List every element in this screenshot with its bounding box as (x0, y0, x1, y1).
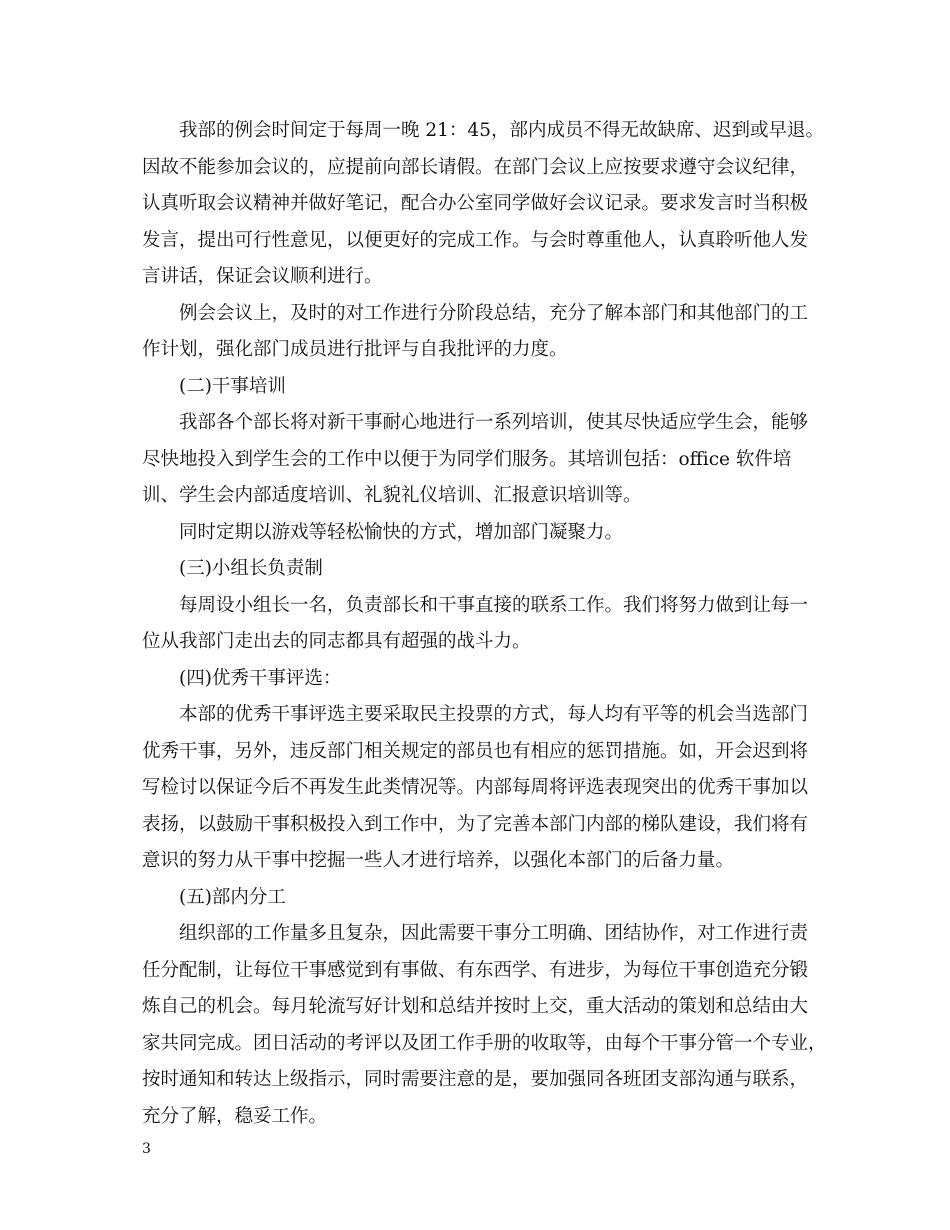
paragraph-line: 作计划，强化部门成员进行批评与自我批评的力度。 (142, 339, 568, 360)
paragraph (142, 697, 810, 880)
page-number: 3 (142, 1141, 151, 1157)
paragraph-line: 组织部的工作量多且复杂，因此需要干事分工明确、团结协作，对工作进行责 (179, 923, 809, 944)
paragraph-line: 写检讨以保证今后不再发生此类情况等。内部每周将评选表现突出的优秀干事加以 (142, 777, 809, 798)
paragraph-line: 位从我部门走出去的同志都具有超强的战斗力。 (142, 631, 531, 652)
paragraph-line: 意识的努力从干事中挖掘一些人才进行培养，以强化本部门的后备力量。 (142, 850, 735, 871)
paragraph-line: 表扬，以鼓励干事积极投入到工作中，为了完善本部门内部的梯队建设，我们将有 (142, 813, 809, 835)
document-body (142, 113, 827, 1135)
paragraph-line: 因故不能参加会议的，应提前向部长请假。在部门会议上应按要求遵守会议纪律， (142, 156, 809, 178)
paragraph-line: 任分配制，让每位干事感觉到有事做、有东西学、有进步，为每位干事创造充分锻 (142, 959, 809, 981)
paragraph-line: 我部的例会时间定于每周一晚 21：45，部内成员不得无故缺席、迟到或早退。 (179, 120, 824, 141)
paragraph-line: 炼自己的机会。每月轮流写好计划和总结并按时上交，重大活动的策划和总结由大 (142, 996, 809, 1017)
paragraph (142, 113, 824, 296)
paragraph-line: 家共同完成。团日活动的考评以及团工作手册的收取等，由每个干事分管一个专业， (142, 1032, 827, 1054)
section-heading: (四)优秀干事评选： (179, 667, 342, 689)
paragraph (142, 588, 810, 661)
paragraph-line: 认真听取会议精神并做好笔记，配合办公室同学做好会议记录。要求发言时当积极 (142, 193, 809, 214)
paragraph-line: 训、学生会内部适度培训、礼貌礼仪培训、汇报意识培训等。 (142, 485, 642, 506)
paragraph-line: 尽快地投入到学生会的工作中以便于为同学们服务。其培训包括：office 软件培 (142, 448, 792, 470)
paragraph-line: 言讲话，保证会议顺利进行。 (142, 266, 383, 287)
section-heading: (三)小组长负责制 (179, 558, 323, 579)
paragraph-line: 本部的优秀干事评选主要采取民主投票的方式，每人均有平等的机会当选部门 (179, 704, 809, 725)
paragraph (142, 515, 810, 552)
paragraph-line: 每周设小组长一名，负责部长和干事直接的联系工作。我们将努力做到让每一 (179, 594, 809, 616)
paragraph-line: 发言，提出可行性意见，以便更好的完成工作。与会时尊重他人，认真聆听他人发 (142, 229, 809, 251)
paragraph-line: 优秀干事，另外，违反部门相关规定的部员也有相应的惩罚措施。如，开会迟到将 (142, 740, 809, 762)
section-heading: (二)干事培训 (179, 375, 286, 397)
section-heading: (五)部内分工 (179, 886, 286, 908)
paragraph-line: 例会会议上，及时的对工作进行分阶段总结，充分了解本部门和其他部门的工 (179, 302, 809, 324)
paragraph-line: 同时定期以游戏等轻松愉快的方式，增加部门凝聚力。 (179, 521, 624, 543)
paragraph (142, 916, 827, 1135)
paragraph (142, 296, 810, 369)
paragraph (142, 405, 810, 515)
paragraph-line: 我部各个部长将对新干事耐心地进行一系列培训，使其尽快适应学生会，能够 (179, 412, 809, 433)
paragraph-line: 按时通知和转达上级指示，同时需要注意的是，要加强同各班团支部沟通与联系， (142, 1069, 809, 1090)
paragraph-line: 充分了解，稳妥工作。 (142, 1105, 328, 1127)
